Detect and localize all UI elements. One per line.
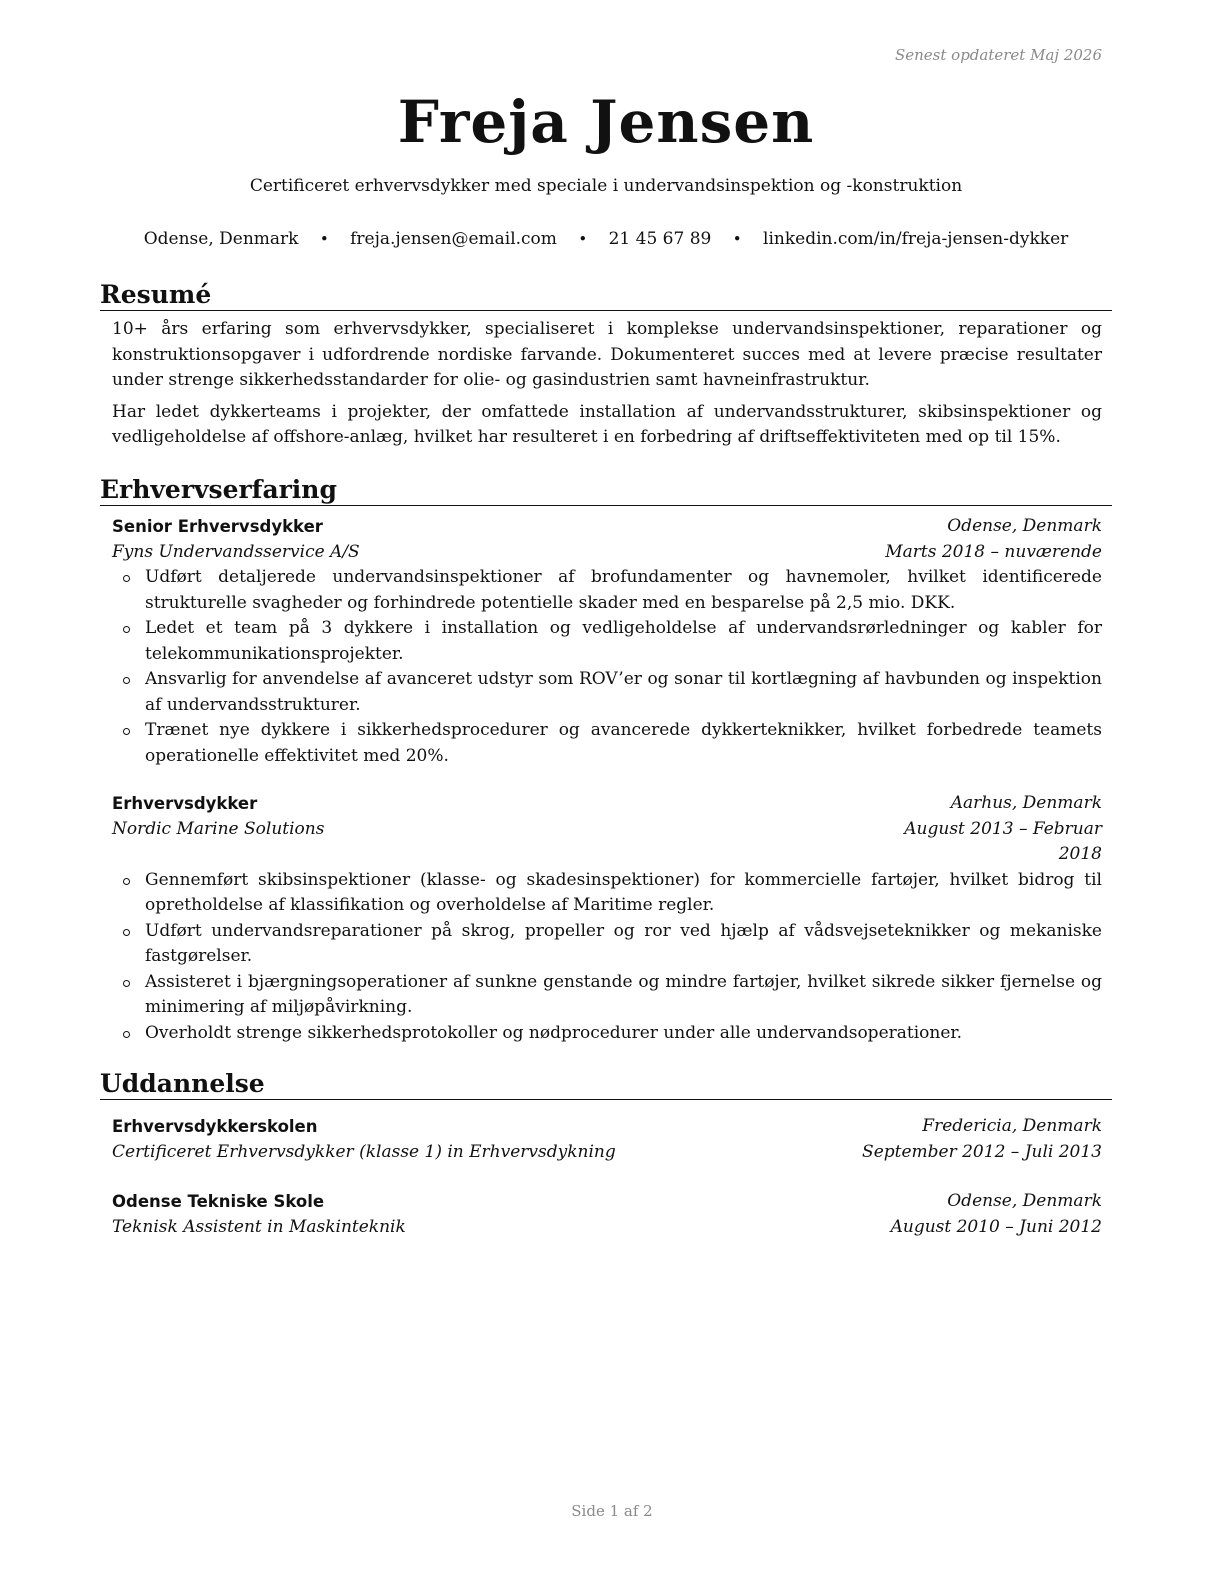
resume-page — [100, 0, 1112, 1584]
education-entry — [112, 1189, 1102, 1240]
list-item — [112, 667, 1102, 718]
bullet-circle-icon — [123, 929, 130, 936]
list-item — [112, 1021, 1102, 1047]
education-entry — [112, 1114, 1102, 1165]
list-item — [112, 616, 1102, 667]
bullet-text: Gennemført skibsinspektioner (klasse- og skadesinspektioner) for kommercielle fartøjer, hvilket bidrog til opretholdelse af klassifikation og overholdelse af Maritime regler. — [145, 869, 1102, 915]
degree: Teknisk Assistent in Maskinteknik — [112, 1216, 406, 1237]
experience-section — [100, 475, 1112, 1046]
bullet-circle-icon — [123, 626, 130, 633]
school-location: Fredericia, Denmark — [922, 1116, 1102, 1136]
list-item — [112, 919, 1102, 970]
tagline: Certificeret erhvervsdykker med speciale i undervandsinspektion og -konstruktion — [249, 176, 963, 196]
education-dates: August 2010 – Juni 2012 — [890, 1216, 1102, 1237]
separator-bullet: • — [578, 230, 588, 248]
list-item — [112, 565, 1102, 616]
bullet-text: Assisteret i bjærgningsoperationer af sunkne genstande og mindre fartøjer, hvilket sikrede sikker fjernelse og minimering af miljøpåvirkning. — [145, 971, 1102, 1017]
section-title-experience: Erhvervserfaring — [100, 475, 1112, 506]
last-updated: Senest opdateret Maj 2026 — [894, 46, 1102, 64]
job-role: Erhvervsdykker — [112, 794, 258, 813]
job-role: Senior Erhvervsdykker — [112, 517, 323, 536]
contact-linkedin[interactable]: linkedin.com/in/freja-jensen-dykker — [763, 229, 1069, 249]
school-location: Odense, Denmark — [947, 1191, 1102, 1211]
section-title-education: Uddannelse — [100, 1069, 1112, 1100]
job-bullets — [112, 868, 1102, 1047]
list-item — [112, 970, 1102, 1021]
job-dates: August 2013 – Februar 2018 — [904, 818, 1102, 864]
bullet-text: Ledet et team på 3 dykkere i installation og vedligeholdelse af undervandsrørledninger og kabler for telekommunikationsprojekter. — [145, 618, 1102, 664]
separator-bullet: • — [319, 230, 329, 248]
list-item — [112, 718, 1102, 769]
job-company: Nordic Marine Solutions — [112, 818, 325, 839]
contact-email[interactable]: freja.jensen@email.com — [350, 229, 557, 249]
bullet-text: Udført detaljerede undervandsinspektioner af brofundamenter og havnemoler, hvilket identificerede strukturelle svagheder og forhindrede potentielle skader med en besparelse på 2,5 mio. DKK. — [145, 567, 1102, 613]
job-location: Odense, Denmark — [947, 516, 1102, 536]
education-section — [100, 1069, 1112, 1240]
bullet-text: Udført undervandsreparationer på skrog, propeller og ror ved hjælp af vådsvejseteknikker og mekaniske fastgørelser. — [145, 920, 1102, 966]
page-number: Side 1 af 2 — [571, 1502, 653, 1520]
contact-line — [100, 229, 1112, 249]
bullet-text: Overholdt strenge sikkerhedsprotokoller og nødprocedurer under alle undervandsoperationer. — [145, 1022, 963, 1043]
school-name: Erhvervsdykkerskolen — [112, 1117, 318, 1136]
list-item — [112, 868, 1102, 919]
bullet-circle-icon — [123, 980, 130, 987]
job-bullets — [112, 565, 1102, 769]
bullet-circle-icon — [123, 575, 130, 582]
summary-paragraph: Har ledet dykkerteams i projekter, der omfattede installation af undervandsstrukturer, skibsinspektioner og vedligeholdelse af offshore-anlæg, hvilket har resulteret i en forbedring af driftseffektiviteten med op til 15%. — [112, 401, 1102, 447]
bullet-text: Ansvarlig for anvendelse af avanceret udstyr som ROV’er og sonar til kortlægning af havbunden og inspektion af undervandsstrukturer. — [145, 669, 1102, 715]
contact-phone[interactable]: 21 45 67 89 — [608, 229, 712, 249]
job-dates: Marts 2018 – nuværende — [885, 541, 1102, 562]
bullet-text: Trænet nye dykkere i sikkerhedsprocedurer og avancerede dykkerteknikker, hvilket forbedrede teamets operationelle effektivitet med 20%. — [145, 720, 1102, 766]
bullet-circle-icon — [123, 677, 130, 684]
school-name: Odense Tekniske Skole — [112, 1192, 325, 1211]
job-entry — [112, 514, 1102, 769]
summary-paragraph: 10+ års erfaring som erhvervsdykker, specialiseret i komplekse undervandsinspektioner, reparationer og konstruktionsopgaver i udfordrende nordiske farvande. Dokumenteret succes med at levere præcise resultater under strenge sikkerhedsstandarder for olie- og gasindustrien samt havneinfrastruktur. — [112, 319, 1102, 390]
bullet-circle-icon — [123, 1031, 130, 1038]
degree: Certificeret Erhvervsdykker (klasse 1) in Erhvervsdykning — [112, 1141, 616, 1162]
section-title-summary: Resumé — [100, 280, 1112, 311]
bullet-circle-icon — [123, 728, 130, 735]
separator-bullet: • — [732, 230, 742, 248]
education-dates: September 2012 – Juli 2013 — [862, 1141, 1102, 1162]
job-location: Aarhus, Denmark — [950, 793, 1102, 813]
job-entry — [112, 791, 1102, 1046]
job-company: Fyns Undervandsservice A/S — [112, 541, 360, 562]
candidate-name: Freja Jensen — [397, 88, 815, 156]
summary-section — [100, 280, 1112, 451]
contact-location: Odense, Denmark — [143, 229, 299, 249]
bullet-circle-icon — [123, 878, 130, 885]
